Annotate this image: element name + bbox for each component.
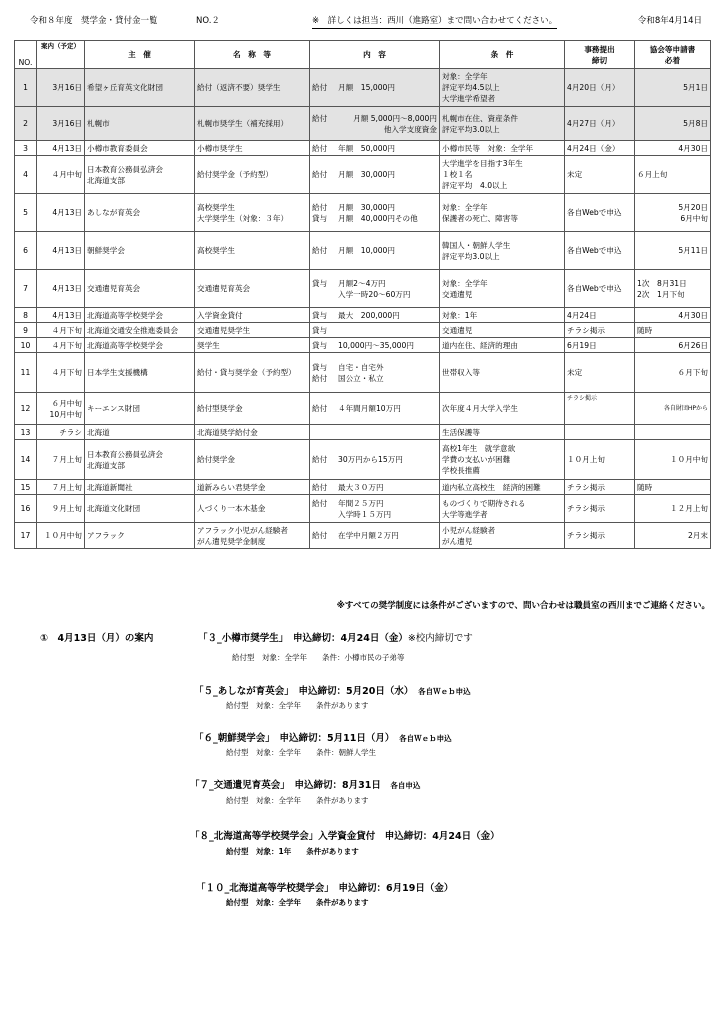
row-content bbox=[310, 393, 440, 425]
row-condition: 小樽市民等 対象：全学年 bbox=[440, 141, 565, 156]
row-guide-date: ４月下旬 bbox=[37, 338, 85, 353]
row-name: 給付奨学金（予約型） bbox=[195, 156, 310, 194]
row-content-type: 給付 bbox=[312, 498, 328, 508]
document-number: NO.２ bbox=[196, 16, 220, 26]
row-content-type: 貸与 給付 bbox=[312, 362, 328, 383]
row-guide-date: 4月13日 bbox=[37, 141, 85, 156]
row-content-value bbox=[338, 325, 437, 336]
row-content-value: 自宅・自宅外 国公立・私立 bbox=[338, 362, 384, 383]
row-number: 11 bbox=[15, 353, 37, 393]
row-required: ６月上旬 bbox=[635, 156, 711, 194]
row-name: 交通遺児育英会 bbox=[195, 270, 310, 308]
row-deadline: １０月上旬 bbox=[565, 440, 635, 480]
row-deadline: 6月19日 bbox=[565, 338, 635, 353]
table-row bbox=[15, 425, 711, 440]
row-content-type: 貸与 bbox=[312, 340, 328, 350]
row-content bbox=[310, 480, 440, 495]
row-required: 2月末 bbox=[635, 523, 711, 549]
table-header-row bbox=[15, 41, 711, 69]
row-deadline: チラシ掲示 bbox=[565, 323, 635, 338]
footer-note: ※すべての奨学制度には条件がございますので、問い合わせは職員室の西川までご連絡ください。 bbox=[336, 601, 710, 611]
row-sponsor: 日本学生支援機構 bbox=[85, 353, 195, 393]
row-content-type: 貸与 bbox=[312, 325, 328, 335]
row-content-value: 月額 10,000円 bbox=[338, 246, 395, 255]
row-guide-date: ４月中旬 bbox=[37, 156, 85, 194]
row-content bbox=[310, 495, 440, 523]
row-deadline: 各自Webで申込 bbox=[565, 270, 635, 308]
header-required: 協会等申請書 必着 bbox=[635, 41, 711, 69]
row-name: アフラック小児がん経験者 がん遺児奨学金制度 bbox=[195, 523, 310, 549]
row-number: 1 bbox=[15, 69, 37, 107]
row-guide-date: 4月13日 bbox=[37, 270, 85, 308]
row-required: 4月30日 bbox=[635, 308, 711, 323]
table-row bbox=[15, 523, 711, 549]
row-number: 17 bbox=[15, 523, 37, 549]
row-content-value: ４年間月額10万円 bbox=[338, 404, 401, 413]
row-number: 12 bbox=[15, 393, 37, 425]
row-number: 2 bbox=[15, 107, 37, 141]
row-number: 5 bbox=[15, 194, 37, 232]
row-name: 交通遺児奨学生 bbox=[195, 323, 310, 338]
announcement-title: 「５_あしなが育英会」 申込締切：5月20日（水） 各自Ｗｅｂ申込 bbox=[194, 686, 471, 697]
row-required: ６月下旬 bbox=[635, 353, 711, 393]
row-content-value: 10,000円～35,000円 bbox=[338, 340, 414, 350]
row-deadline: 未定 bbox=[565, 353, 635, 393]
row-number: 16 bbox=[15, 495, 37, 523]
row-condition: 対象：全学年 保護者の死亡、障害等 bbox=[440, 194, 565, 232]
row-content-value: 30万円から15万円 bbox=[338, 455, 403, 464]
row-content bbox=[310, 156, 440, 194]
announcement-heading: ① 4月13日（月）の案内 bbox=[40, 633, 154, 644]
row-name: 高校奨学生 大学奨学生（対象：３年） bbox=[195, 194, 310, 232]
table-row bbox=[15, 495, 711, 523]
row-guide-date: 4月13日 bbox=[37, 308, 85, 323]
row-required: 5月20日 6月中旬 bbox=[635, 194, 711, 232]
row-name: 奨学生 bbox=[195, 338, 310, 353]
row-sponsor: 朝鮮奨学会 bbox=[85, 232, 195, 270]
row-content-value: 年間２５万円 入学時１５万円 bbox=[338, 498, 392, 519]
row-content-type: 給付 bbox=[312, 404, 328, 413]
row-name: 北海道奨学給付金 bbox=[195, 425, 310, 440]
row-name: 高校奨学生 bbox=[195, 232, 310, 270]
row-condition: 次年度４月大学入学生 bbox=[440, 393, 565, 425]
row-required: 各自財団HPから bbox=[635, 393, 711, 425]
table-row bbox=[15, 270, 711, 308]
announcement-detail: 給付型 対象：全学年 条件：朝鮮人学生 bbox=[226, 748, 376, 757]
row-sponsor: 北海道交通安全推進委員会 bbox=[85, 323, 195, 338]
row-content bbox=[310, 323, 440, 338]
row-name: 札幌市奨学生（補充採用） bbox=[195, 107, 310, 141]
row-number: 3 bbox=[15, 141, 37, 156]
row-condition: 小児がん経験者 がん遺児 bbox=[440, 523, 565, 549]
announcement-title: 「８_北海道高等学校奨学会」入学資金貸付 申込締切：4月24日（金） bbox=[190, 831, 500, 842]
row-required: 1次 8月31日 2次 1月下旬 bbox=[635, 270, 711, 308]
row-content-value: 月額 5,000円～8,000円 他入学支度資金 bbox=[353, 113, 437, 134]
row-content-value: 月額 30,000円 月額 40,000円その他 bbox=[338, 202, 418, 223]
header-name: 名 称 等 bbox=[195, 41, 310, 69]
table-row bbox=[15, 194, 711, 232]
row-deadline: チラシ掲示 bbox=[565, 480, 635, 495]
row-sponsor: 日本教育公務員弘済会 北海道支部 bbox=[85, 156, 195, 194]
row-condition: 高校1年生 就学意欲 学費の支払いが困難 学校長推薦 bbox=[440, 440, 565, 480]
contact-note: ※ 詳しくは担当：西川（進路室）まで問い合わせてください。 bbox=[312, 14, 557, 29]
row-guide-date: 4月13日 bbox=[37, 194, 85, 232]
row-content-value: 月額2～4万円 入学一時20～60万円 bbox=[338, 278, 411, 299]
scholarship-table bbox=[14, 40, 711, 549]
row-name: 給付・貸与奨学金（予約型） bbox=[195, 353, 310, 393]
table-row bbox=[15, 323, 711, 338]
row-content-type: 貸与 bbox=[312, 278, 328, 288]
row-content bbox=[310, 308, 440, 323]
table-row bbox=[15, 480, 711, 495]
row-required bbox=[635, 425, 711, 440]
table-row bbox=[15, 338, 711, 353]
row-content-type: 給付 bbox=[312, 482, 328, 492]
row-required: 5月11日 bbox=[635, 232, 711, 270]
row-condition: 大学進学を目指す3年生 １校１名 評定平均 4.0以上 bbox=[440, 156, 565, 194]
table-row bbox=[15, 107, 711, 141]
row-condition: 対象：全学年 交通遺児 bbox=[440, 270, 565, 308]
row-name: 入学資金貸付 bbox=[195, 308, 310, 323]
row-guide-date: １０月中旬 bbox=[37, 523, 85, 549]
row-content bbox=[310, 338, 440, 353]
row-content-value: 月額 15,000円 bbox=[338, 83, 395, 92]
table-row bbox=[15, 353, 711, 393]
row-condition: 生活保護等 bbox=[440, 425, 565, 440]
row-guide-date: ７月上旬 bbox=[37, 480, 85, 495]
row-condition: 対象：全学年 評定平均4.5以上 大学進学希望者 bbox=[440, 69, 565, 107]
row-condition: 札幌市在住、資産条件 評定平均3.0以上 bbox=[440, 107, 565, 141]
header-guide: 案内（予定） bbox=[37, 41, 85, 69]
row-deadline: 未定 bbox=[565, 156, 635, 194]
row-condition: 対象：1年 bbox=[440, 308, 565, 323]
row-sponsor: 札幌市 bbox=[85, 107, 195, 141]
row-name: 小樽市奨学生 bbox=[195, 141, 310, 156]
announcement-detail: 給付型 対象：全学年 条件があります bbox=[226, 701, 369, 710]
header-condition: 条 件 bbox=[440, 41, 565, 69]
row-content-value: 月額 30,000円 bbox=[338, 170, 395, 179]
row-name: 給付型奨学金 bbox=[195, 393, 310, 425]
row-guide-date: 3月16日 bbox=[37, 69, 85, 107]
row-number: 15 bbox=[15, 480, 37, 495]
row-content-value: 在学中月額２万円 bbox=[338, 531, 399, 540]
document-title: 令和８年度 奨学金・貸付金一覧 bbox=[30, 16, 158, 26]
row-required: １０月中旬 bbox=[635, 440, 711, 480]
row-sponsor: 交通遺児育英会 bbox=[85, 270, 195, 308]
row-content-type: 給付 貸与 bbox=[312, 202, 328, 223]
table-row bbox=[15, 308, 711, 323]
announcement-title: 「３_小樽市奨学生」 申込締切：4月24日（金）※校内締切です bbox=[198, 633, 473, 644]
row-content bbox=[310, 232, 440, 270]
row-content-type: 給付 bbox=[312, 83, 328, 92]
row-number: 4 bbox=[15, 156, 37, 194]
document-date: 令和8年4月14日 bbox=[637, 16, 702, 26]
row-sponsor: 北海道高等学校奨学会 bbox=[85, 338, 195, 353]
row-required: 5月8日 bbox=[635, 107, 711, 141]
announcement-detail: 給付型 対象：全学年 条件があります bbox=[226, 796, 369, 805]
announcement-title: 「７_交通遺児育英会」 申込締切：8月31日 各自申込 bbox=[190, 780, 421, 791]
row-deadline: 4月20日（月） bbox=[565, 69, 635, 107]
row-number: 10 bbox=[15, 338, 37, 353]
row-number: 8 bbox=[15, 308, 37, 323]
row-name: 給付奨学金 bbox=[195, 440, 310, 480]
row-content-type: 貸与 bbox=[312, 310, 328, 320]
row-deadline bbox=[565, 425, 635, 440]
row-guide-date: 3月16日 bbox=[37, 107, 85, 141]
row-guide-date: ４月下旬 bbox=[37, 323, 85, 338]
row-guide-date: ９月上旬 bbox=[37, 495, 85, 523]
row-guide-date: チラシ bbox=[37, 425, 85, 440]
announcement-title: 「６_朝鮮奨学会」 申込締切：5月11日（月） 各自Ｗｅｂ申込 bbox=[194, 733, 452, 744]
header-sponsor: 主 催 bbox=[85, 41, 195, 69]
row-content bbox=[310, 270, 440, 308]
row-required: 随時 bbox=[635, 480, 711, 495]
table-row bbox=[15, 393, 711, 425]
row-required: １２月上旬 bbox=[635, 495, 711, 523]
row-content-value: 最大 200,000円 bbox=[338, 310, 400, 320]
row-condition: 道内私立高校生 経済的困難 bbox=[440, 480, 565, 495]
announcement-detail: 給付型 対象：全学年 条件：小樽市民の子弟等 bbox=[232, 653, 405, 662]
row-sponsor: 北海道高等学校奨学会 bbox=[85, 308, 195, 323]
row-content-type: 給付 bbox=[312, 143, 328, 153]
table-row bbox=[15, 232, 711, 270]
row-required: 5月1日 bbox=[635, 69, 711, 107]
row-sponsor: 日本教育公務員弘済会 北海道支部 bbox=[85, 440, 195, 480]
row-required: 6月26日 bbox=[635, 338, 711, 353]
row-condition: 道内在住、経済的理由 bbox=[440, 338, 565, 353]
row-content bbox=[310, 194, 440, 232]
row-condition: 世帯収入等 bbox=[440, 353, 565, 393]
row-sponsor: アフラック bbox=[85, 523, 195, 549]
header-no: NO. bbox=[15, 41, 37, 69]
row-content bbox=[310, 353, 440, 393]
row-content-type: 給付 bbox=[312, 246, 328, 255]
row-number: 13 bbox=[15, 425, 37, 440]
row-sponsor: 北海道 bbox=[85, 425, 195, 440]
header-content: 内 容 bbox=[310, 41, 440, 69]
table-row bbox=[15, 156, 711, 194]
row-name: 給付（返済不要）奨学生 bbox=[195, 69, 310, 107]
row-content-value: 最大３０万円 bbox=[338, 482, 384, 492]
row-content-type: 給付 bbox=[312, 170, 328, 179]
header-deadline: 事務提出 締切 bbox=[565, 41, 635, 69]
row-sponsor: 小樽市教育委員会 bbox=[85, 141, 195, 156]
row-deadline: チラシ掲示 bbox=[565, 393, 635, 425]
row-deadline: 各自Webで申込 bbox=[565, 194, 635, 232]
row-deadline: チラシ掲示 bbox=[565, 523, 635, 549]
row-sponsor: 北海道新聞社 bbox=[85, 480, 195, 495]
row-guide-date: 4月13日 bbox=[37, 232, 85, 270]
row-deadline: チラシ掲示 bbox=[565, 495, 635, 523]
announcement-title: 「１０_北海道高等学校奨学会」 申込締切：6月19日（金） bbox=[196, 883, 454, 894]
row-content bbox=[310, 523, 440, 549]
announcement-detail: 給付型 対象：全学年 条件があります bbox=[226, 898, 369, 907]
row-content bbox=[310, 141, 440, 156]
row-number: 7 bbox=[15, 270, 37, 308]
row-name: 人づくり一本木基金 bbox=[195, 495, 310, 523]
table-row bbox=[15, 141, 711, 156]
row-content bbox=[310, 107, 440, 141]
row-deadline: 4月24日 bbox=[565, 308, 635, 323]
announcement-detail: 給付型 対象：1年 条件があります bbox=[226, 847, 359, 856]
table-row bbox=[15, 69, 711, 107]
row-condition: 交通遺児 bbox=[440, 323, 565, 338]
row-required: 随時 bbox=[635, 323, 711, 338]
row-content bbox=[310, 425, 440, 440]
row-condition: 韓国人・朝鮮人学生 評定平均3.0以上 bbox=[440, 232, 565, 270]
row-guide-date: ６月中旬 10月中旬 bbox=[37, 393, 85, 425]
row-number: 6 bbox=[15, 232, 37, 270]
row-content-value: 年額 50,000円 bbox=[338, 143, 395, 153]
row-condition: ものづくりで期待される 大学等進学者 bbox=[440, 495, 565, 523]
row-content-type: 給付 bbox=[312, 455, 328, 464]
row-deadline: 4月27日（月） bbox=[565, 107, 635, 141]
row-number: 9 bbox=[15, 323, 37, 338]
row-deadline: 4月24日（金） bbox=[565, 141, 635, 156]
row-sponsor: キーエンス財団 bbox=[85, 393, 195, 425]
table-row bbox=[15, 440, 711, 480]
row-name: 道新みらい君奨学金 bbox=[195, 480, 310, 495]
row-content bbox=[310, 440, 440, 480]
row-content-type: 給付 bbox=[312, 113, 328, 123]
row-sponsor: 北海道文化財団 bbox=[85, 495, 195, 523]
row-content bbox=[310, 69, 440, 107]
row-required: 4月30日 bbox=[635, 141, 711, 156]
row-number: 14 bbox=[15, 440, 37, 480]
row-guide-date: ７月上旬 bbox=[37, 440, 85, 480]
row-sponsor: 希望ヶ丘育英文化財団 bbox=[85, 69, 195, 107]
row-sponsor: あしなが育英会 bbox=[85, 194, 195, 232]
row-content-type: 給付 bbox=[312, 531, 328, 540]
row-deadline: 各自Webで申込 bbox=[565, 232, 635, 270]
row-guide-date: ４月下旬 bbox=[37, 353, 85, 393]
